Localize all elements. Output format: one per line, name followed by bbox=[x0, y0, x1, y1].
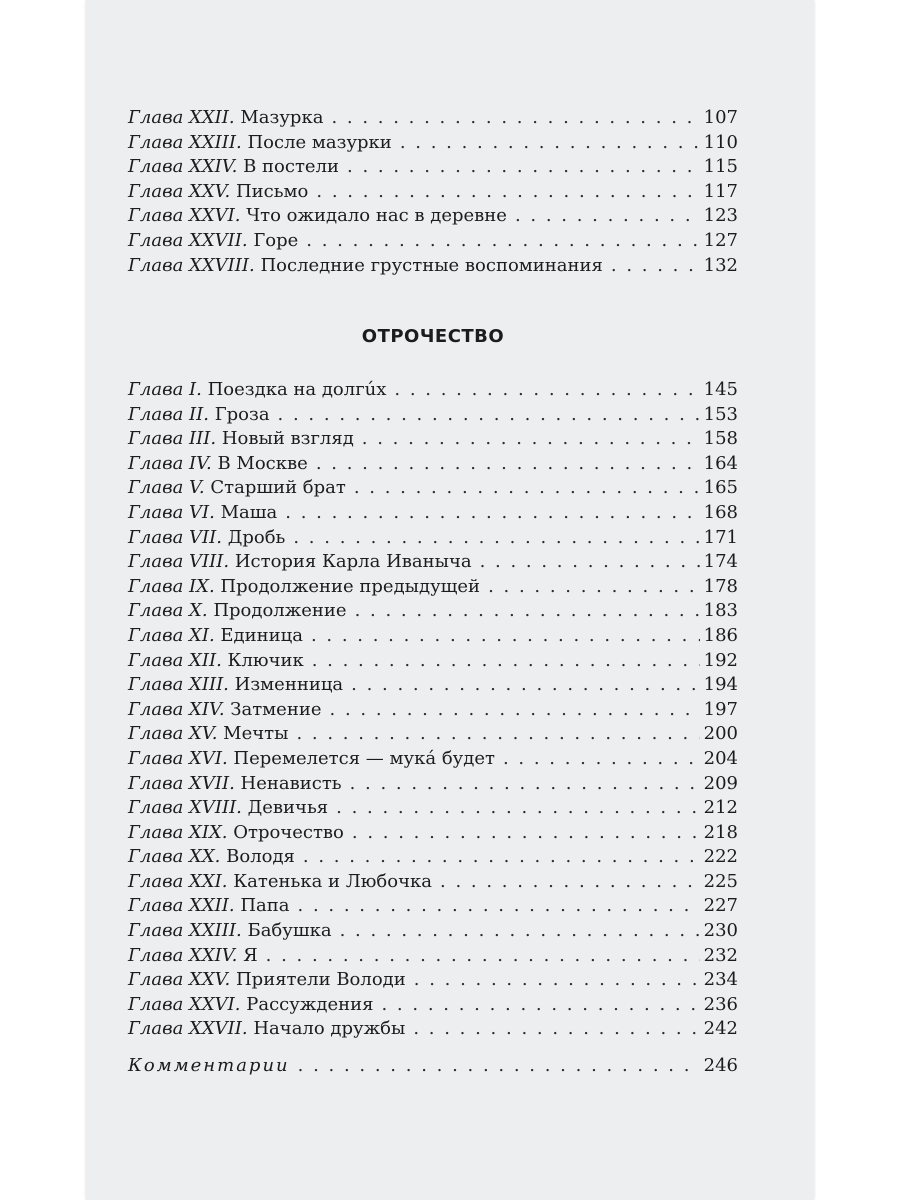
toc-row bbox=[128, 575, 738, 600]
toc-row bbox=[128, 649, 738, 674]
page-number: 212 bbox=[703, 797, 738, 819]
toc-row bbox=[128, 106, 738, 131]
section-title: ОТРОЧЕСТВО bbox=[361, 326, 505, 347]
dot-leader bbox=[285, 501, 699, 526]
page-number: 153 bbox=[703, 403, 738, 425]
toc-row bbox=[128, 476, 738, 501]
toc-row bbox=[128, 229, 738, 254]
chapter-title: После мазурки bbox=[247, 131, 392, 153]
page-number: 117 bbox=[703, 180, 738, 202]
chapter-title: Перемелется — мукá будет bbox=[233, 747, 495, 769]
dot-leader bbox=[311, 624, 700, 649]
toc-row bbox=[128, 845, 738, 870]
chapter-number: Глава X. bbox=[128, 600, 208, 622]
chapter-number: Глава XIV. bbox=[128, 698, 225, 720]
dot-leader bbox=[352, 821, 700, 846]
dot-leader bbox=[306, 229, 699, 254]
toc-row bbox=[128, 550, 738, 575]
chapter-title: Я bbox=[243, 944, 258, 966]
page-number: 178 bbox=[703, 575, 738, 597]
dot-leader bbox=[316, 180, 699, 205]
dot-leader bbox=[354, 476, 700, 501]
chapter-number: Глава XXVII. bbox=[128, 1018, 248, 1040]
page-number: 165 bbox=[703, 477, 738, 499]
chapter-title: Продолжение предыдущей bbox=[220, 575, 481, 597]
chapter-number: Глава III. bbox=[128, 428, 217, 450]
chapter-title: Последние грустные воспоминания bbox=[260, 254, 603, 276]
chapter-number: Глава VII. bbox=[128, 526, 222, 548]
page-number: 171 bbox=[703, 526, 738, 548]
toc-row bbox=[128, 624, 738, 649]
chapter-title: В постели bbox=[243, 156, 339, 178]
page-number: 192 bbox=[703, 649, 738, 671]
chapter-title: Ненависть bbox=[240, 772, 342, 794]
chapter-number: Глава XXVI. bbox=[128, 993, 241, 1015]
toc-row bbox=[128, 155, 738, 180]
dot-leader bbox=[303, 845, 700, 870]
chapter-number: Глава VI. bbox=[128, 501, 215, 523]
toc-row bbox=[128, 403, 738, 428]
page-number: 115 bbox=[703, 156, 738, 178]
dot-leader bbox=[316, 452, 700, 477]
dot-leader bbox=[394, 378, 699, 403]
chapter-title: Мечты bbox=[223, 723, 289, 745]
page-number: 242 bbox=[703, 1018, 738, 1040]
toc-row bbox=[128, 919, 738, 944]
page-number: 246 bbox=[703, 1055, 738, 1076]
dot-leader bbox=[480, 550, 700, 575]
chapter-title: Новый взгляд bbox=[221, 428, 354, 450]
page-number: 110 bbox=[703, 131, 738, 153]
chapter-title: Старший брат bbox=[210, 477, 346, 499]
page-number: 232 bbox=[703, 944, 738, 966]
toc-list-boyhood bbox=[128, 378, 738, 1042]
chapter-title: Маша bbox=[220, 501, 278, 523]
dot-leader bbox=[362, 427, 700, 452]
chapter-title: Мазурка bbox=[240, 107, 324, 128]
chapter-number: Глава XVI. bbox=[128, 747, 228, 769]
chapter-number: Глава XXI. bbox=[128, 870, 228, 892]
dot-leader bbox=[381, 993, 699, 1018]
page-number: 227 bbox=[703, 895, 738, 917]
page-number: 225 bbox=[703, 870, 738, 892]
toc-row bbox=[128, 968, 738, 993]
chapter-title: Гроза bbox=[214, 403, 270, 425]
page-number: 218 bbox=[703, 821, 738, 843]
toc-row bbox=[128, 378, 738, 403]
chapter-number: Глава II. bbox=[128, 403, 209, 425]
page-number: 186 bbox=[703, 624, 738, 646]
chapter-title: Ключик bbox=[227, 649, 304, 671]
toc-comments bbox=[128, 1054, 738, 1079]
dot-leader bbox=[440, 870, 700, 895]
chapter-number: Глава XVII. bbox=[128, 772, 235, 794]
dot-leader bbox=[331, 106, 699, 131]
page-number: 158 bbox=[703, 428, 738, 450]
chapter-number: Глава XVIII. bbox=[128, 797, 242, 819]
chapter-title: Что ожидало нас в деревне bbox=[246, 205, 507, 227]
chapter-title: Горе bbox=[253, 229, 299, 251]
dot-leader bbox=[488, 575, 700, 600]
toc-row bbox=[128, 452, 738, 477]
chapter-title: Бабушка bbox=[247, 920, 332, 942]
chapter-number: Глава XI. bbox=[128, 624, 215, 646]
page-number: 123 bbox=[703, 205, 738, 227]
toc-row bbox=[128, 501, 738, 526]
dot-leader bbox=[330, 698, 700, 723]
chapter-number: Глава IV. bbox=[128, 452, 212, 474]
chapter-number: Глава VIII. bbox=[128, 551, 230, 573]
dot-leader bbox=[266, 944, 700, 969]
toc-row bbox=[128, 870, 738, 895]
chapter-number: Глава V. bbox=[128, 477, 205, 499]
page-number: 127 bbox=[703, 229, 738, 251]
chapter-title: Катенька и Любочка bbox=[233, 870, 432, 892]
toc-row bbox=[128, 747, 738, 772]
dot-leader bbox=[400, 131, 700, 156]
toc-row bbox=[128, 993, 738, 1018]
dot-leader bbox=[298, 1054, 700, 1079]
chapter-number: Глава XXVIII. bbox=[128, 254, 255, 276]
page-number: 164 bbox=[703, 452, 738, 474]
toc-row bbox=[128, 673, 738, 698]
page-number: 209 bbox=[703, 772, 738, 794]
dot-leader bbox=[293, 526, 699, 551]
dot-leader bbox=[515, 204, 700, 229]
toc-row bbox=[128, 204, 738, 229]
chapter-title: Изменница bbox=[234, 674, 344, 696]
chapter-title: История Карла Иваныча bbox=[234, 551, 472, 573]
comments-label: Комментарии bbox=[128, 1055, 290, 1076]
dot-leader bbox=[296, 722, 699, 747]
toc-row bbox=[128, 526, 738, 551]
chapter-number: Глава XXIV. bbox=[128, 944, 238, 966]
toc-row-comments bbox=[128, 1054, 738, 1079]
page-number: 204 bbox=[703, 747, 738, 769]
chapter-number: Глава XX. bbox=[128, 846, 221, 868]
page-number: 194 bbox=[703, 674, 738, 696]
toc-row bbox=[128, 944, 738, 969]
page-number: 222 bbox=[703, 846, 738, 868]
toc-row bbox=[128, 180, 738, 205]
chapter-number: Глава XXIII. bbox=[128, 920, 242, 942]
dot-leader bbox=[350, 772, 700, 797]
chapter-number: Глава XXVI. bbox=[128, 205, 241, 227]
dot-leader bbox=[355, 599, 700, 624]
chapter-title: Поездка на долгúх bbox=[207, 379, 387, 400]
toc-row bbox=[128, 698, 738, 723]
chapter-title: Начало дружбы bbox=[253, 1018, 406, 1040]
toc-row bbox=[128, 599, 738, 624]
page-number: 168 bbox=[703, 501, 738, 523]
page-number: 132 bbox=[703, 254, 738, 276]
chapter-title: Володя bbox=[226, 846, 295, 868]
toc-row bbox=[128, 796, 738, 821]
chapter-number: Глава XIII. bbox=[128, 674, 229, 696]
chapter-title: Дробь bbox=[227, 526, 286, 548]
toc-row bbox=[128, 772, 738, 797]
chapter-number: Глава XXIV. bbox=[128, 156, 238, 178]
toc-row bbox=[128, 427, 738, 452]
dot-leader bbox=[336, 796, 700, 821]
page-number: 200 bbox=[703, 723, 738, 745]
toc-row bbox=[128, 1017, 738, 1042]
chapter-title: Рассуждения bbox=[246, 993, 374, 1015]
chapter-number: Глава XIX. bbox=[128, 821, 228, 843]
dot-leader bbox=[413, 1017, 699, 1042]
dot-leader bbox=[611, 254, 700, 279]
chapter-number: Глава I. bbox=[128, 379, 202, 400]
chapter-title: Продолжение bbox=[213, 600, 347, 622]
dot-leader bbox=[503, 747, 700, 772]
chapter-number: Глава XXIII. bbox=[128, 131, 242, 153]
toc-row bbox=[128, 131, 738, 156]
chapter-title: Единица bbox=[220, 624, 303, 646]
page-number: 174 bbox=[703, 551, 738, 573]
dot-leader bbox=[298, 894, 700, 919]
page-number: 236 bbox=[703, 993, 738, 1015]
chapter-number: Глава XXII. bbox=[128, 107, 235, 128]
chapter-title: Приятели Володи bbox=[235, 969, 406, 991]
toc-row bbox=[128, 254, 738, 279]
dot-leader bbox=[351, 673, 700, 698]
page-number: 107 bbox=[703, 107, 738, 128]
chapter-number: Глава XXVII. bbox=[128, 229, 248, 251]
toc-row bbox=[128, 894, 738, 919]
chapter-title: В Москве bbox=[217, 452, 308, 474]
toc-list-childhood bbox=[128, 106, 738, 278]
page-number: 230 bbox=[703, 920, 738, 942]
chapter-title: Отрочество bbox=[233, 821, 344, 843]
chapter-number: Глава XV. bbox=[128, 723, 218, 745]
page-number: 145 bbox=[703, 379, 738, 400]
chapter-number: Глава XII. bbox=[128, 649, 222, 671]
dot-leader bbox=[414, 968, 700, 993]
chapter-number: Глава XXV. bbox=[128, 969, 231, 991]
chapter-title: Затмение bbox=[230, 698, 322, 720]
dot-leader bbox=[278, 403, 700, 428]
page-number: 197 bbox=[703, 698, 738, 720]
dot-leader bbox=[347, 155, 700, 180]
toc-row bbox=[128, 722, 738, 747]
page-number: 234 bbox=[703, 969, 738, 991]
chapter-title: Папа bbox=[240, 895, 290, 917]
chapter-title: Письмо bbox=[235, 180, 309, 202]
dot-leader bbox=[340, 919, 700, 944]
dot-leader bbox=[312, 649, 700, 674]
toc-row bbox=[128, 821, 738, 846]
chapter-number: Глава XXV. bbox=[128, 180, 231, 202]
page-number: 183 bbox=[703, 600, 738, 622]
chapter-number: Глава XXII. bbox=[128, 895, 235, 917]
chapter-title: Девичья bbox=[247, 797, 329, 819]
chapter-number: Глава IX. bbox=[128, 575, 215, 597]
